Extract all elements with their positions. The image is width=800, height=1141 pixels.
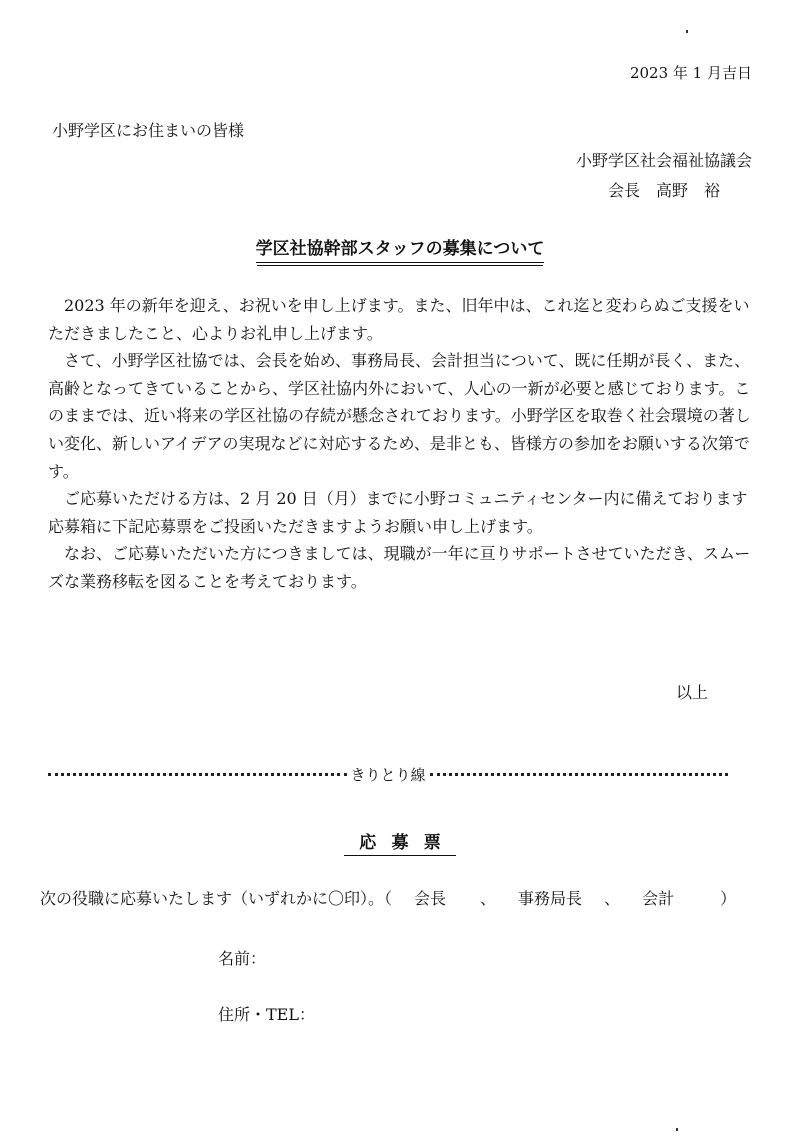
- role-option-secretary-general[interactable]: 事務局長: [518, 889, 583, 908]
- document-title-text: 学区社協幹部スタッフの募集について: [256, 239, 545, 263]
- cut-line-dots-left: [48, 773, 347, 776]
- sender-organization: 小野学区社会福祉協議会: [575, 151, 752, 170]
- form-title: [0, 828, 800, 853]
- scan-speck: [686, 30, 688, 33]
- role-option-president[interactable]: 会長: [414, 889, 447, 908]
- role-separator: 、: [480, 889, 497, 908]
- role-prompt: 次の役職に応募いたします（いずれかに〇印）。（: [40, 889, 393, 908]
- body-paragraph: さて、小野学区社協では、会長を始め、事務局長、会計担当について、既に任期が長く、また、高齢となってきていることから、学区社協内外において、人心の一新が必要と感じております。このままでは、近い将来の学区社協の存続が懸念されております。小野学区を取巻く社会環境の著しい変化、新しいアイデアの実現などに対応するため、是非とも、皆様方の参加をお願いする次第です。: [48, 351, 751, 481]
- address-tel-field-label: 住所・TEL：: [218, 1005, 315, 1024]
- document-title: [0, 234, 800, 259]
- role-option-treasurer[interactable]: 会計: [642, 889, 675, 908]
- body-paragraph: なお、ご応募いただいた方につきましては、現職が一年に亘りサポートさせていただき、スムーズな業務移転を図ることを考えております。: [48, 544, 751, 591]
- closing-remark: 以上: [675, 683, 708, 702]
- body-text: [48, 292, 760, 596]
- body-paragraph: ご応募いただける方は、2 月 20 日（月）までに小野コミュニティセンター内に備えております応募箱に下記応募票をご投函いただきますようお願い申し上げます。: [48, 489, 748, 536]
- body-paragraph: 2023 年の新年を迎え、お祝いを申し上げます。また、旧年中は、これ迄と変わらぬご支援をいただきましたこと、心よりお礼申し上げます。: [48, 296, 750, 343]
- sender-name: 会長 高野 裕: [607, 181, 720, 200]
- cut-line-label: きりとり線: [350, 766, 426, 784]
- issue-date: 2023 年 1 月吉日: [629, 64, 752, 82]
- addressee: 小野学区にお住まいの皆様: [52, 121, 245, 140]
- form-title-text: 応募票: [344, 833, 456, 856]
- name-field-label: 名前：: [218, 949, 267, 968]
- cut-line-dots-right: [430, 773, 729, 776]
- role-separator: 、: [604, 889, 621, 908]
- role-close-paren: ）: [720, 889, 737, 908]
- scan-speck: [676, 1128, 678, 1131]
- cut-line: [48, 764, 728, 785]
- role-selection-line: [40, 886, 736, 909]
